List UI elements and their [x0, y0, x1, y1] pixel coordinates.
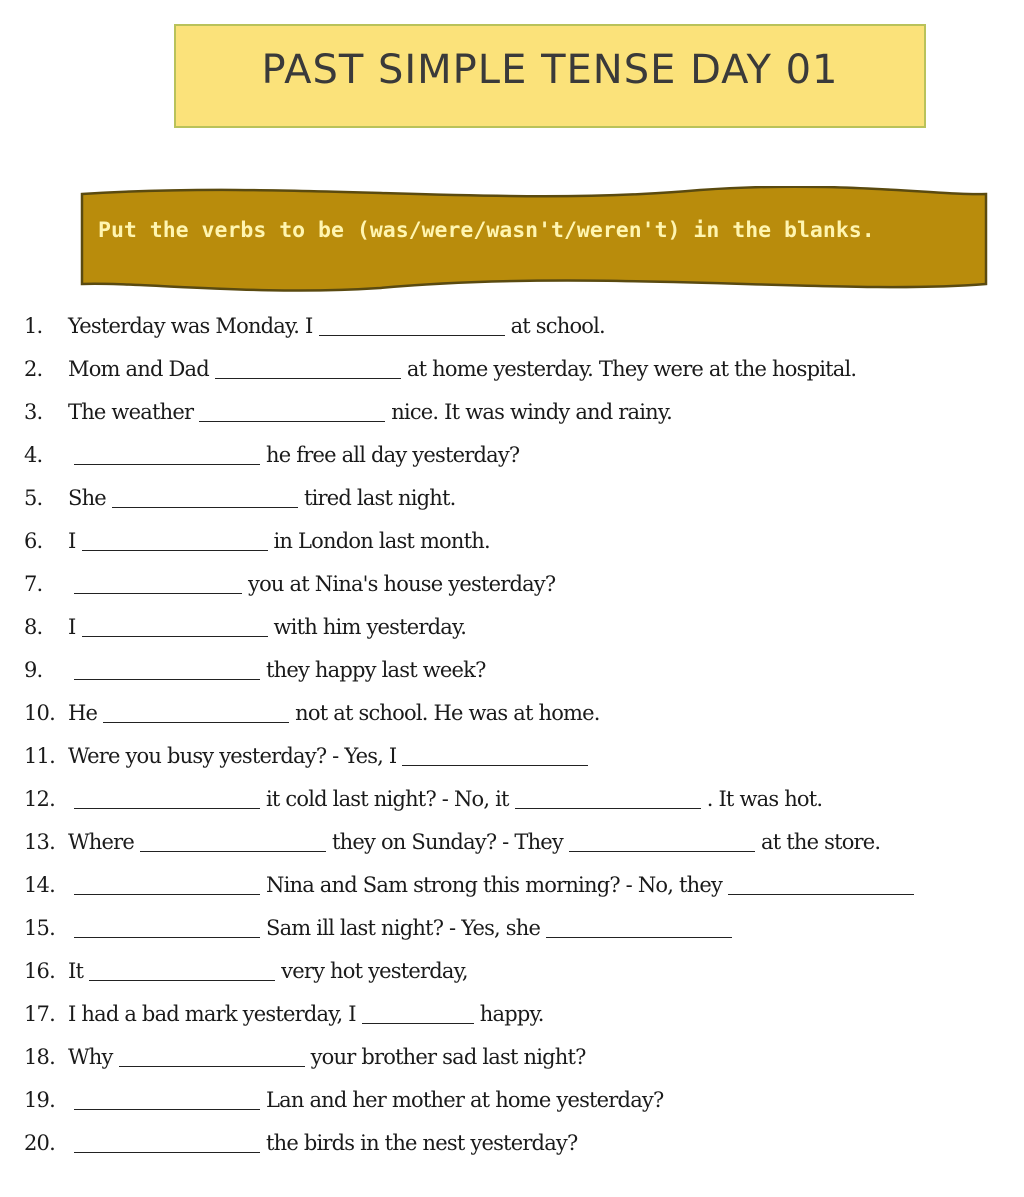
question-text: The weather	[68, 399, 194, 424]
question-text: Lan and her mother at home yesterday?	[266, 1087, 664, 1112]
answer-blank[interactable]	[515, 788, 701, 809]
answer-blank[interactable]	[546, 917, 732, 938]
question-text: Yesterday was Monday. I	[68, 313, 313, 338]
question-number: 13.	[24, 829, 55, 854]
answer-blank[interactable]	[112, 487, 298, 508]
answer-blank[interactable]	[74, 788, 260, 809]
question-text: Why	[68, 1044, 113, 1069]
instruction-text: Put the verbs to be (was/were/wasn't/weren't) in the blanks.	[98, 218, 875, 243]
question-text: they happy last week?	[266, 657, 486, 682]
question-number: 8.	[24, 614, 43, 639]
question-text: at home yesterday. They were at the hospital.	[406, 356, 857, 381]
question-number: 15.	[24, 915, 55, 940]
question-item	[24, 1035, 1004, 1078]
answer-blank[interactable]	[82, 616, 268, 637]
question-text: I	[68, 614, 76, 639]
answer-blank[interactable]	[362, 1003, 474, 1024]
answer-blank[interactable]	[74, 874, 260, 895]
answer-blank[interactable]	[569, 831, 755, 852]
question-text: She	[68, 485, 106, 510]
question-text: you at Nina's house yesterday?	[248, 571, 556, 596]
answer-blank[interactable]	[74, 444, 260, 465]
answer-blank[interactable]	[74, 1132, 260, 1153]
question-number: 12.	[24, 786, 55, 811]
question-number: 10.	[24, 700, 55, 725]
question-text: the birds in the nest yesterday?	[266, 1130, 578, 1155]
question-number: 7.	[24, 571, 43, 596]
answer-blank[interactable]	[89, 960, 275, 981]
question-item	[24, 519, 1004, 562]
question-number: 3.	[24, 399, 43, 424]
answer-blank[interactable]	[728, 874, 914, 895]
question-text: at the store.	[760, 829, 881, 854]
question-item	[24, 433, 1004, 476]
question-text: . It was hot.	[706, 786, 823, 811]
question-number: 2.	[24, 356, 43, 381]
question-number: 11.	[24, 743, 55, 768]
question-item	[24, 820, 1004, 863]
question-text: they on Sunday? - They	[332, 829, 563, 854]
question-number: 6.	[24, 528, 43, 553]
question-number: 18.	[24, 1044, 55, 1069]
question-number: 5.	[24, 485, 43, 510]
question-list	[24, 304, 1004, 1164]
answer-blank[interactable]	[74, 917, 260, 938]
answer-blank[interactable]	[199, 401, 385, 422]
question-text: I had a bad mark yesterday, I	[68, 1001, 356, 1026]
question-item	[24, 304, 1004, 347]
answer-blank[interactable]	[74, 1089, 260, 1110]
question-text: not at school. He was at home.	[295, 700, 600, 725]
question-item	[24, 992, 1004, 1035]
answer-blank[interactable]	[119, 1046, 305, 1067]
instruction-banner	[80, 186, 988, 292]
question-number: 1.	[24, 313, 43, 338]
question-text: it cold last night? - No, it	[266, 786, 509, 811]
question-text: with him yesterday.	[273, 614, 467, 639]
question-text: nice. It was windy and rainy.	[391, 399, 673, 424]
question-number: 17.	[24, 1001, 55, 1026]
question-number: 14.	[24, 872, 55, 897]
answer-blank[interactable]	[103, 702, 289, 723]
page-title: PAST SIMPLE TENSE DAY 01	[261, 47, 839, 93]
question-text: Sam ill last night? - Yes, she	[266, 915, 541, 940]
answer-blank[interactable]	[82, 530, 268, 551]
question-text: It	[68, 958, 84, 983]
question-number: 9.	[24, 657, 43, 682]
question-text: Mom and Dad	[68, 356, 209, 381]
answer-blank[interactable]	[402, 745, 588, 766]
question-item	[24, 906, 1004, 949]
question-item	[24, 691, 1004, 734]
question-text: very hot yesterday,	[281, 958, 468, 983]
question-text: Where	[68, 829, 135, 854]
question-number: 4.	[24, 442, 43, 467]
question-item	[24, 734, 1004, 777]
question-number: 19.	[24, 1087, 55, 1112]
answer-blank[interactable]	[74, 573, 242, 594]
question-item	[24, 347, 1004, 390]
question-item	[24, 949, 1004, 992]
question-item	[24, 476, 1004, 519]
question-text: Were you busy yesterday? - Yes, I	[68, 743, 397, 768]
answer-blank[interactable]	[319, 315, 505, 336]
question-item	[24, 605, 1004, 648]
answer-blank[interactable]	[215, 358, 401, 379]
answer-blank[interactable]	[74, 659, 260, 680]
question-text: at school.	[510, 313, 605, 338]
question-text: tired last night.	[303, 485, 456, 510]
question-text: He	[68, 700, 98, 725]
question-text: I	[68, 528, 76, 553]
question-item	[24, 390, 1004, 433]
question-item	[24, 863, 1004, 906]
question-item	[24, 648, 1004, 691]
question-item	[24, 562, 1004, 605]
question-item	[24, 777, 1004, 820]
question-text: happy.	[479, 1001, 544, 1026]
answer-blank[interactable]	[140, 831, 326, 852]
question-text: Nina and Sam strong this morning? - No, they	[266, 872, 723, 897]
question-text: in London last month.	[273, 528, 490, 553]
title-box	[174, 24, 926, 128]
question-number: 16.	[24, 958, 55, 983]
question-item	[24, 1121, 1004, 1164]
question-text: your brother sad last night?	[310, 1044, 586, 1069]
question-item	[24, 1078, 1004, 1121]
question-number: 20.	[24, 1130, 55, 1155]
question-text: he free all day yesterday?	[266, 442, 520, 467]
